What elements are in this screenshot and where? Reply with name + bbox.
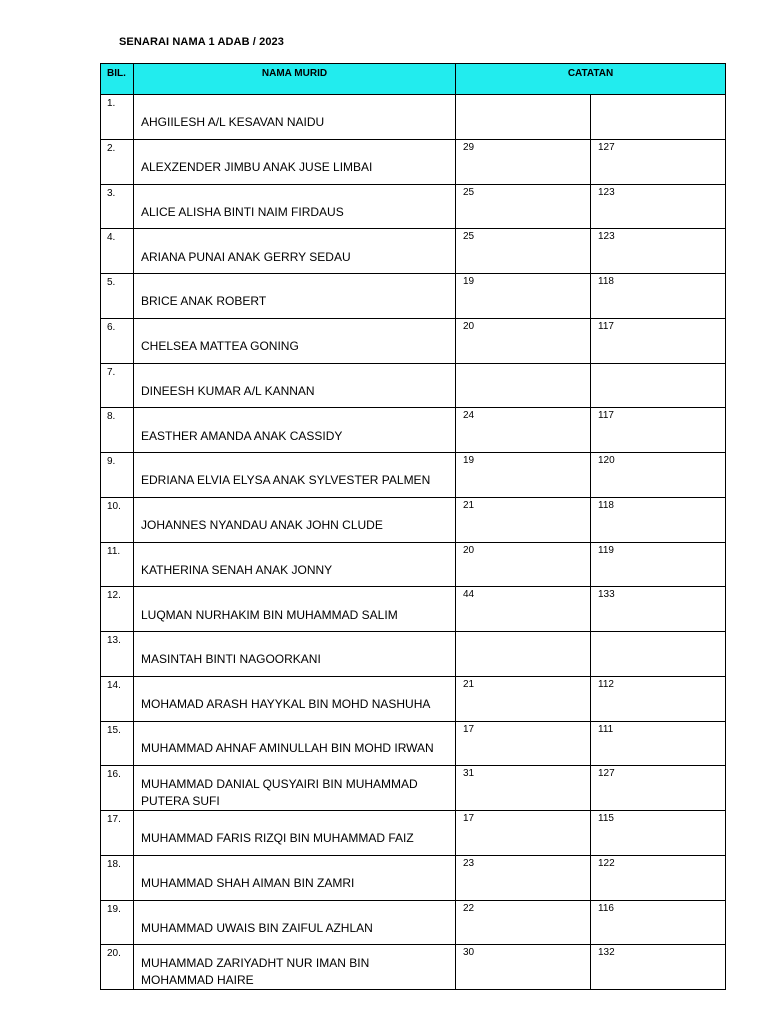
student-name-cell <box>134 676 456 721</box>
bil-cell: 5. <box>101 274 134 319</box>
table-row <box>101 811 726 856</box>
student-name: BRICE ANAK ROBERT <box>141 294 267 309</box>
catatan-value-2: 132 <box>591 945 726 990</box>
bil-cell: 2. <box>101 139 134 184</box>
student-name: ALICE ALISHA BINTI NAIM FIRDAUS <box>141 204 344 219</box>
bil-cell: 10. <box>101 497 134 542</box>
catatan-value-2: 123 <box>591 229 726 274</box>
student-name-cell <box>134 453 456 498</box>
catatan-value-1 <box>456 95 591 140</box>
catatan-value-1: 20 <box>456 542 591 587</box>
catatan-value-1: 17 <box>456 811 591 856</box>
table-row <box>101 855 726 900</box>
bil-cell: 15. <box>101 721 134 766</box>
student-name-cell <box>134 855 456 900</box>
student-name-cell <box>134 721 456 766</box>
catatan-value-1: 29 <box>456 139 591 184</box>
student-name: ALEXZENDER JIMBU ANAK JUSE LIMBAI <box>141 160 373 175</box>
table-row <box>101 676 726 721</box>
catatan-value-2 <box>591 363 726 408</box>
student-name-cell <box>134 408 456 453</box>
student-name-cell <box>134 95 456 140</box>
table-row <box>101 408 726 453</box>
catatan-value-2: 115 <box>591 811 726 856</box>
student-name: MUHAMMAD SHAH AIMAN BIN ZAMRI <box>141 876 355 891</box>
student-name-cell <box>134 632 456 677</box>
catatan-value-1: 25 <box>456 229 591 274</box>
bil-cell: 12. <box>101 587 134 632</box>
catatan-value-2: 117 <box>591 408 726 453</box>
student-name: MUHAMMAD FARIS RIZQI BIN MUHAMMAD FAIZ <box>141 831 414 846</box>
header-catatan: CATATAN <box>456 64 726 95</box>
table-row <box>101 274 726 319</box>
table-row <box>101 229 726 274</box>
catatan-value-2: 111 <box>591 721 726 766</box>
student-name-cell <box>134 497 456 542</box>
student-name: EASTHER AMANDA ANAK CASSIDY <box>141 428 343 443</box>
bil-cell: 19. <box>101 900 134 945</box>
catatan-value-2: 133 <box>591 587 726 632</box>
student-name-cell <box>134 184 456 229</box>
catatan-value-1: 21 <box>456 497 591 542</box>
student-name: MUHAMMAD ZARIYADHT NUR IMAN BIN MOHAMMAD HAIRE <box>141 956 370 988</box>
catatan-value-1: 21 <box>456 676 591 721</box>
student-name: DINEESH KUMAR A/L KANNAN <box>141 383 315 398</box>
student-name: MOHAMAD ARASH HAYYKAL BIN MOHD NASHUHA <box>141 697 431 712</box>
bil-cell: 16. <box>101 766 134 811</box>
table-row <box>101 587 726 632</box>
catatan-value-1: 17 <box>456 721 591 766</box>
bil-cell: 8. <box>101 408 134 453</box>
bil-cell: 7. <box>101 363 134 408</box>
header-nama-murid: NAMA MURID <box>134 64 456 95</box>
student-name: ARIANA PUNAI ANAK GERRY SEDAU <box>141 249 351 264</box>
table-row <box>101 318 726 363</box>
student-name-cell <box>134 274 456 319</box>
catatan-value-2: 112 <box>591 676 726 721</box>
catatan-value-2: 127 <box>591 766 726 811</box>
bil-cell: 6. <box>101 318 134 363</box>
student-name: MASINTAH BINTI NAGOORKANI <box>141 652 321 667</box>
student-name: CHELSEA MATTEA GONING <box>141 339 299 354</box>
bil-cell: 13. <box>101 632 134 677</box>
header-bil: BIL. <box>101 64 134 95</box>
table-row <box>101 95 726 140</box>
catatan-value-2: 116 <box>591 900 726 945</box>
catatan-value-1: 44 <box>456 587 591 632</box>
table-row <box>101 900 726 945</box>
catatan-value-1: 23 <box>456 855 591 900</box>
table-row <box>101 139 726 184</box>
catatan-value-1: 19 <box>456 274 591 319</box>
document-title: SENARAI NAMA 1 ADAB / 2023 <box>119 36 284 48</box>
student-name-cell <box>134 229 456 274</box>
student-name-cell <box>134 900 456 945</box>
catatan-value-2: 118 <box>591 274 726 319</box>
catatan-value-1: 25 <box>456 184 591 229</box>
student-name-cell <box>134 139 456 184</box>
catatan-value-2: 117 <box>591 318 726 363</box>
table-row <box>101 721 726 766</box>
bil-cell: 20. <box>101 945 134 990</box>
table-row <box>101 766 726 811</box>
catatan-value-2: 123 <box>591 184 726 229</box>
table-header-row <box>101 64 726 95</box>
student-name: EDRIANA ELVIA ELYSA ANAK SYLVESTER PALMEN <box>141 473 431 488</box>
catatan-value-1: 19 <box>456 453 591 498</box>
bil-cell: 4. <box>101 229 134 274</box>
catatan-value-1: 31 <box>456 766 591 811</box>
bil-cell: 17. <box>101 811 134 856</box>
table-row <box>101 184 726 229</box>
catatan-value-2 <box>591 95 726 140</box>
catatan-value-1 <box>456 632 591 677</box>
student-name: AHGIILESH A/L KESAVAN NAIDU <box>141 115 325 130</box>
student-name-cell <box>134 766 456 811</box>
bil-cell: 14. <box>101 676 134 721</box>
catatan-value-2: 118 <box>591 497 726 542</box>
bil-cell: 11. <box>101 542 134 587</box>
catatan-value-2: 120 <box>591 453 726 498</box>
catatan-value-1 <box>456 363 591 408</box>
student-name-cell <box>134 542 456 587</box>
table-row <box>101 453 726 498</box>
catatan-value-1: 24 <box>456 408 591 453</box>
bil-cell: 3. <box>101 184 134 229</box>
bil-cell: 18. <box>101 855 134 900</box>
table-row <box>101 363 726 408</box>
table-row <box>101 542 726 587</box>
catatan-value-2 <box>591 632 726 677</box>
student-name-cell <box>134 587 456 632</box>
table-row <box>101 632 726 677</box>
table-row <box>101 945 726 990</box>
student-name-cell <box>134 318 456 363</box>
bil-cell: 9. <box>101 453 134 498</box>
student-name: LUQMAN NURHAKIM BIN MUHAMMAD SALIM <box>141 607 398 622</box>
student-list-table <box>100 63 726 990</box>
student-name-cell <box>134 945 456 990</box>
student-name: JOHANNES NYANDAU ANAK JOHN CLUDE <box>141 518 383 533</box>
catatan-value-2: 127 <box>591 139 726 184</box>
catatan-value-1: 22 <box>456 900 591 945</box>
student-name: MUHAMMAD AHNAF AMINULLAH BIN MOHD IRWAN <box>141 740 434 755</box>
student-name: MUHAMMAD DANIAL QUSYAIRI BIN MUHAMMAD PUTERA SUFI <box>141 777 418 809</box>
bil-cell: 1. <box>101 95 134 140</box>
catatan-value-1: 30 <box>456 945 591 990</box>
table-row <box>101 497 726 542</box>
catatan-value-2: 119 <box>591 542 726 587</box>
student-name: MUHAMMAD UWAIS BIN ZAIFUL AZHLAN <box>141 920 373 935</box>
student-name: KATHERINA SENAH ANAK JONNY <box>141 562 333 577</box>
catatan-value-2: 122 <box>591 855 726 900</box>
catatan-value-1: 20 <box>456 318 591 363</box>
student-name-cell <box>134 363 456 408</box>
student-name-cell <box>134 811 456 856</box>
